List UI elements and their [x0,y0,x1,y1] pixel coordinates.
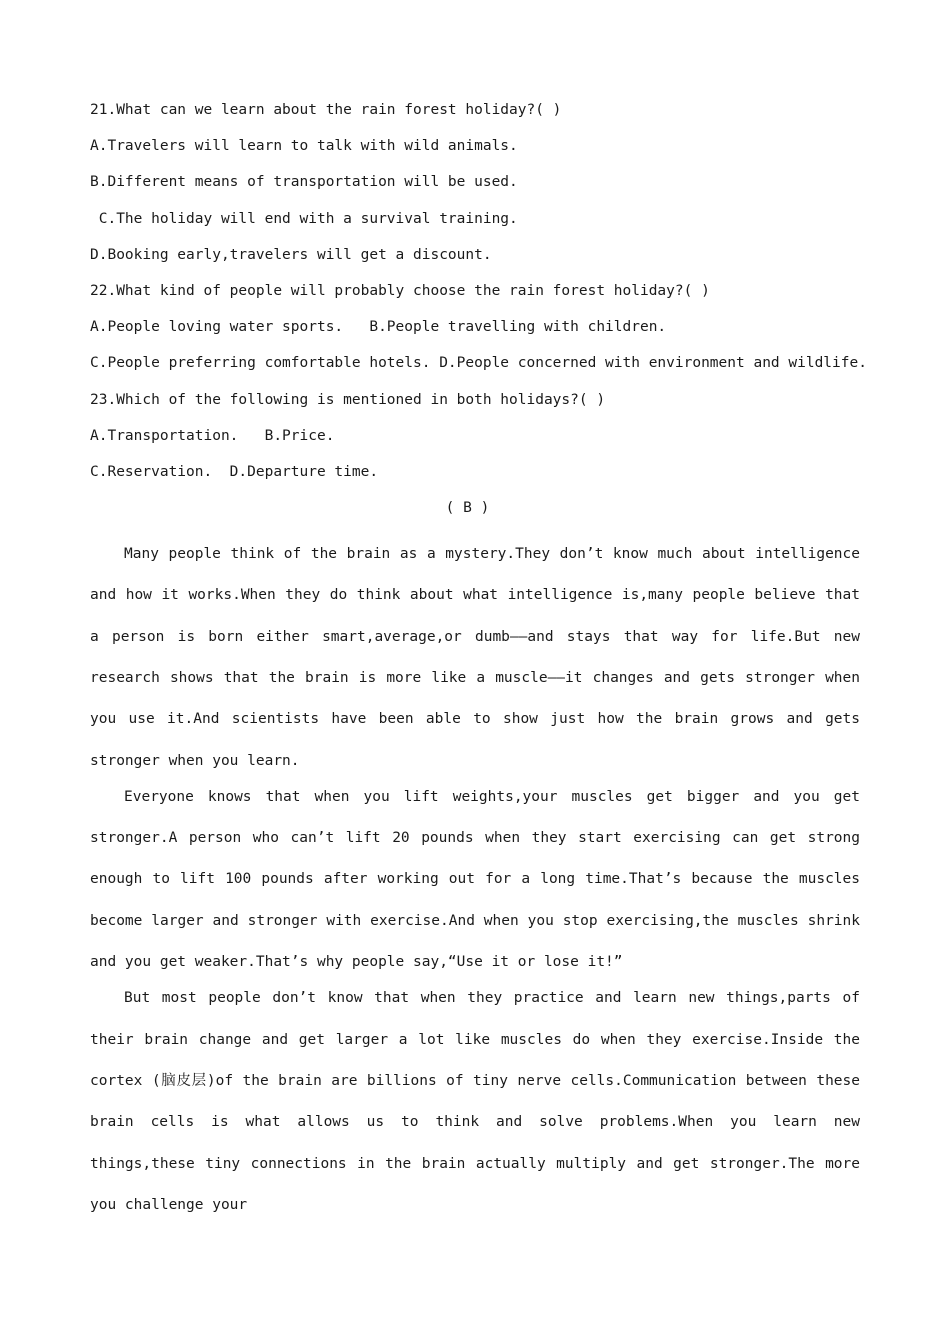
section-heading: ( B ) [445,500,490,517]
option-line: C.The holiday will end with a survival training. [90,210,518,227]
option-line: C.Reservation. D.Departure time. [90,463,379,480]
question-22 [90,281,867,390]
paragraph: Everyone knows that when you lift weights,your muscles get bigger and you get stronger.A person who can’t lift 20 pounds when they start exercising can get strong enough to lift 100 pounds after working out for a long time.That’s because the muscles become larger and stronger with exercise.And when you stop exercising,the muscles shrink and you get weaker.That’s why people say,“Use it or lose it!” [90,788,860,971]
paragraph: Many people think of the brain as a mystery.They don’t know much about intelligence and how it works.When they do think about what intelligence is,many people believe that a person is born either smart,average,or dumb——and stays that way for life.But new research shows that the brain is more like a muscle——it changes and gets stronger when you use it.And scientists have been able to show just how the brain grows and gets stronger when you learn. [90,546,860,769]
option-line: B.Different means of transportation will be used. [90,174,518,191]
reading-passage [90,534,860,1226]
question-21 [90,100,860,281]
question-23 [90,390,860,499]
option-line: A.Travelers will learn to talk with wild animals. [90,138,518,155]
option-line: A.People loving water sports. B.People travelling with children. [90,319,667,336]
option-line: D.Booking early,travelers will get a discount. [90,246,492,263]
option-line: A.Transportation. B.Price. [90,427,335,444]
option-line: C.People preferring comfortable hotels. D.People concerned with environment and wildlife. [90,355,867,372]
question-stem: 21.What can we learn about the rain forest holiday?( ) [90,102,562,118]
question-stem: 23.Which of the following is mentioned in both holidays?( ) [90,391,606,408]
document-page [90,100,867,1226]
question-stem: 22.What kind of people will probably choose the rain forest holiday?( ) [90,282,710,299]
paragraph: But most people don’t know that when they practice and learn new things,parts of their brain change and get larger a lot like muscles do when they exercise.Inside the cortex (脑皮层)of the brain are billions of tiny nerve cells.Communication between these brain cells is what allows us to think and solve problems.When you learn new things,these tiny connections in the brain actually multiply and get stronger.The more you challenge your [90,990,860,1213]
